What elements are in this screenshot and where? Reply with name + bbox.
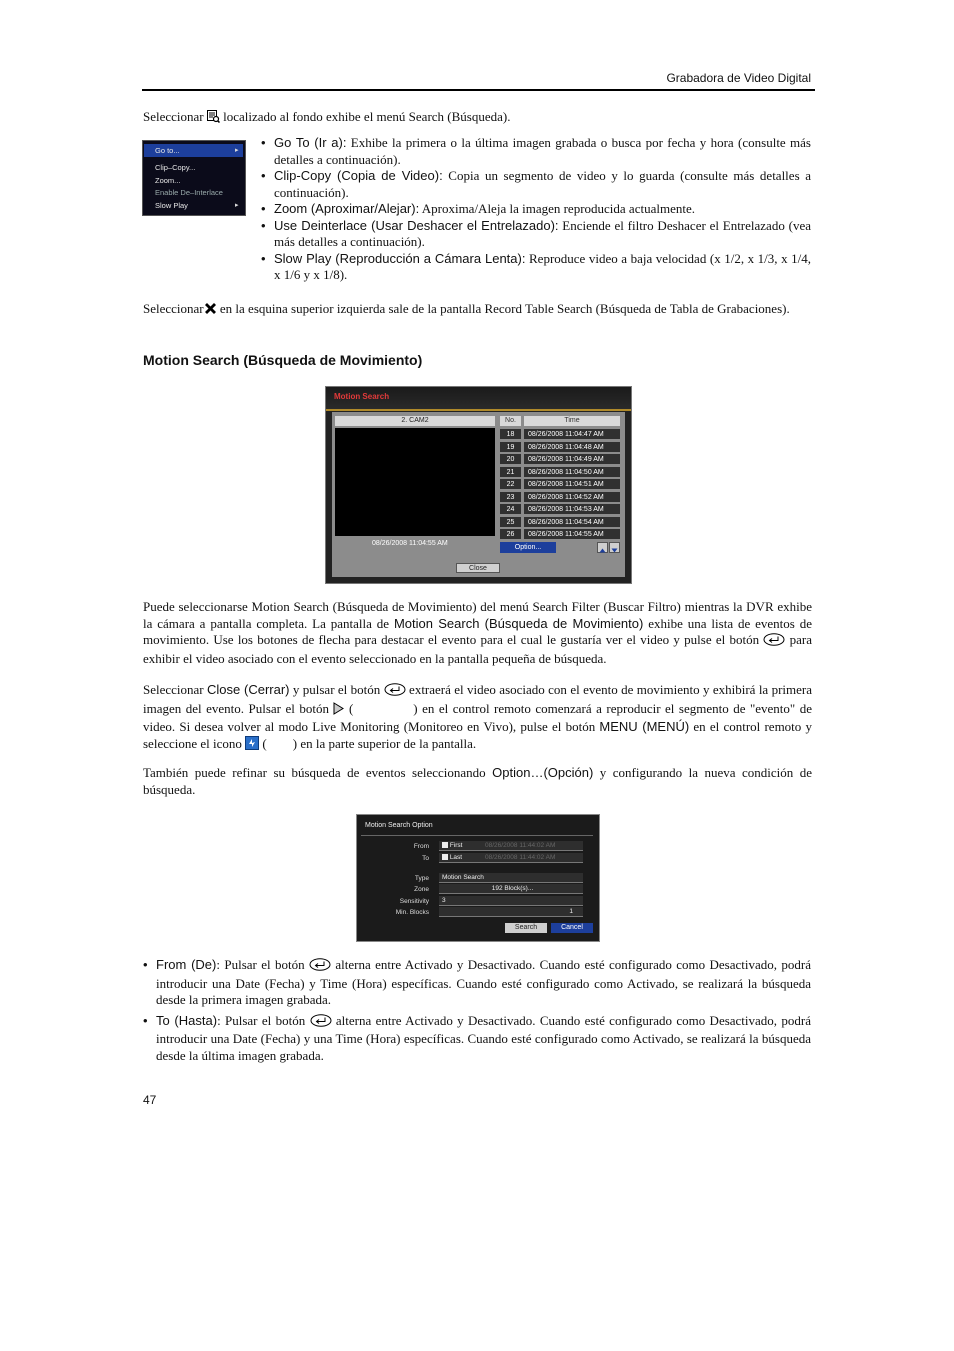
column-header-no: No. xyxy=(500,416,521,426)
from-date: 08/26/2008 11:44:02 AM xyxy=(485,842,556,849)
from-check-label: First xyxy=(449,842,463,849)
sensitivity-select[interactable]: 3 xyxy=(439,896,583,906)
list-item: • Use Deinterlace (Usar Deshacer el Entrelazado): Enciende el filtro Deshacer el Entrelazado (vea más detalles a continuación). xyxy=(261,218,811,251)
list-item: • To (Hasta): Pulsar el botón alterna entre Activado y Desactivado. Cuando esté configurado como Desactivado, podrá introducir una Date (Fecha) y una Time (Hora) específicas. Cuando esté configurado como Activado, se realizará la búsqueda desde la última imagen grabada. xyxy=(143,1013,811,1065)
camera-label: 2. CAM2 xyxy=(335,416,495,426)
search-button[interactable]: Search xyxy=(505,923,547,933)
option-button[interactable]: Option... xyxy=(500,542,556,553)
table-row[interactable]: 18 08/26/2008 11:04:47 AM xyxy=(500,429,621,440)
title-divider xyxy=(361,835,593,836)
intro-text-before: Seleccionar xyxy=(143,109,204,124)
table-row[interactable]: 21 08/26/2008 11:04:50 AM xyxy=(500,467,621,478)
sensitivity-label: Sensitivity xyxy=(399,898,429,905)
table-row[interactable]: 26 08/26/2008 11:04:55 AM xyxy=(500,529,621,540)
to-field[interactable] xyxy=(439,853,583,863)
checkbox-icon[interactable] xyxy=(442,842,448,848)
enter-icon xyxy=(310,1014,332,1032)
from-to-list xyxy=(143,957,811,1064)
cancel-button[interactable]: Cancel xyxy=(551,923,593,933)
min-blocks-stepper[interactable]: 1 xyxy=(439,907,583,917)
list-item: • Zoom (Aproximar/Alejar): Aproxima/Aleja la imagen reproducida actualmente. xyxy=(261,201,811,218)
close-x-icon xyxy=(204,302,217,320)
menu-options-list xyxy=(261,135,811,284)
arrow-down-icon[interactable] xyxy=(609,542,620,553)
list-item: • Slow Play (Reproducción a Cámara Lenta): Reproduce video a baja velocidad (x 1/2, x 1/3, x 1/4, x 1/6 y x 1/8). xyxy=(261,251,811,284)
close-description: Seleccionar Close (Cerrar) y pulsar el botón extraerá el video asociado con el evento de movimiento y exhibirá la primera imagen del evento. Pulsar el botón ( ) en el control remoto comenzará a reproducir el segmento de "evento" de video. Si desea volver al modo Live Monitoring (Monitoreo en Vivo), pulse el botón MENU (MENÚ) en el control remoto y seleccione el icono ( ) en la parte superior de la pantalla. xyxy=(143,682,812,754)
motion-search-screenshot xyxy=(325,386,632,584)
menu-item-slow-play[interactable]: Slow Play xyxy=(155,201,188,210)
search-menu-screenshot xyxy=(142,140,246,216)
video-timestamp: 08/26/2008 11:04:55 AM xyxy=(372,540,448,547)
motion-search-titlebar xyxy=(326,387,631,411)
table-row[interactable]: 25 08/26/2008 11:04:54 AM xyxy=(500,517,621,528)
table-row[interactable]: 20 08/26/2008 11:04:49 AM xyxy=(500,454,621,465)
zone-select[interactable]: 192 Block(s)... xyxy=(439,884,583,894)
checkbox-icon[interactable] xyxy=(442,854,448,860)
search-menu-icon xyxy=(207,110,220,128)
menu-item-deinterlace[interactable]: Enable De–Interlace xyxy=(155,188,223,197)
motion-search-description: Puede seleccionarse Motion Search (Búsqueda de Movimiento) del menú Search Filter (Buscar Filtro) mientras la DVR exhibe la cámara a pantalla completa. La pantalla de Motion Search (Búsqueda de Movimiento) exhibe una lista de eventos de movimiento. Use los botones de flecha para destacar el evento para el cual le gustaría ver el video y pulse el botón para exhibir el video asociado con el evento seleccionado en la pantalla pequeña de búsqueda. xyxy=(143,599,813,666)
section-title: Motion Search (Búsqueda de Movimiento) xyxy=(143,352,423,368)
page-number: 47 xyxy=(143,1093,157,1107)
from-label: From xyxy=(413,843,429,850)
table-row[interactable]: 19 08/26/2008 11:04:48 AM xyxy=(500,442,621,453)
to-label: To xyxy=(422,855,429,862)
intro-paragraph xyxy=(143,109,812,128)
list-item: • From (De): Pulsar el botón alterna entre Activado y Desactivado. Cuando esté configurado como Desactivado, podrá introducir una Date (Fecha) y Time (Hora) específicas. Cuando esté configurado como Activado, se realizará la búsqueda desde la primera imagen grabada. xyxy=(143,957,811,1009)
motion-search-option-screenshot xyxy=(356,814,600,942)
enter-icon xyxy=(763,633,785,651)
table-row[interactable]: 24 08/26/2008 11:04:53 AM xyxy=(500,504,621,515)
list-item: • Clip-Copy (Copia de Video): Copia un segmento de video y lo guarda (consulte más detalles a continuación). xyxy=(261,168,811,201)
menu-item-clip-copy[interactable]: Clip–Copy... xyxy=(155,163,196,172)
motion-search-title: Motion Search xyxy=(334,392,390,401)
menu-item-goto[interactable]: Go to... xyxy=(155,146,180,155)
close-button[interactable]: Close xyxy=(456,563,500,573)
intro-text-after: localizado al fondo exhibe el menú Search (Búsqueda). xyxy=(219,109,511,124)
from-field[interactable] xyxy=(439,841,583,851)
chevron-right-icon: ▸ xyxy=(235,201,239,209)
to-check-label: Last xyxy=(449,854,463,861)
chevron-right-icon: ▸ xyxy=(235,146,239,154)
exit-paragraph: Seleccionar en la esquina superior izquierda sale de la pantalla Record Table Search (Búsqueda de Tabla de Grabaciones). xyxy=(143,301,812,320)
header-rule xyxy=(142,89,815,91)
video-preview xyxy=(335,428,495,536)
motion-search-body xyxy=(332,412,625,577)
list-item: • Go To (Ir a): Exhibe la primera o la última imagen grabada o busca por fecha y hora (consulte más detalles a continuación). xyxy=(261,135,811,168)
enter-icon xyxy=(309,958,331,976)
live-monitoring-icon xyxy=(245,736,259,755)
enter-icon xyxy=(384,683,406,701)
menu-item-zoom[interactable]: Zoom... xyxy=(155,176,181,185)
table-row[interactable]: 23 08/26/2008 11:04:52 AM xyxy=(500,492,621,503)
arrow-up-icon[interactable] xyxy=(597,542,608,553)
option-description: También puede refinar su búsqueda de eventos seleccionando Option…(Opción) y configurando la nueva condición de búsqueda. xyxy=(143,765,813,797)
zone-label: Zone xyxy=(414,886,429,893)
type-select[interactable]: Motion Search xyxy=(439,873,583,883)
min-blocks-label: Min. Blocks xyxy=(395,909,429,916)
table-row[interactable]: 22 08/26/2008 11:04:51 AM xyxy=(500,479,621,490)
type-label: Type xyxy=(414,875,429,882)
column-header-time: Time xyxy=(524,416,620,426)
play-icon xyxy=(333,702,344,720)
to-date: 08/26/2008 11:44:02 AM xyxy=(485,854,556,861)
running-header: Grabadora de Video Digital xyxy=(666,71,811,85)
option-dialog-title: Motion Search Option xyxy=(365,822,433,829)
